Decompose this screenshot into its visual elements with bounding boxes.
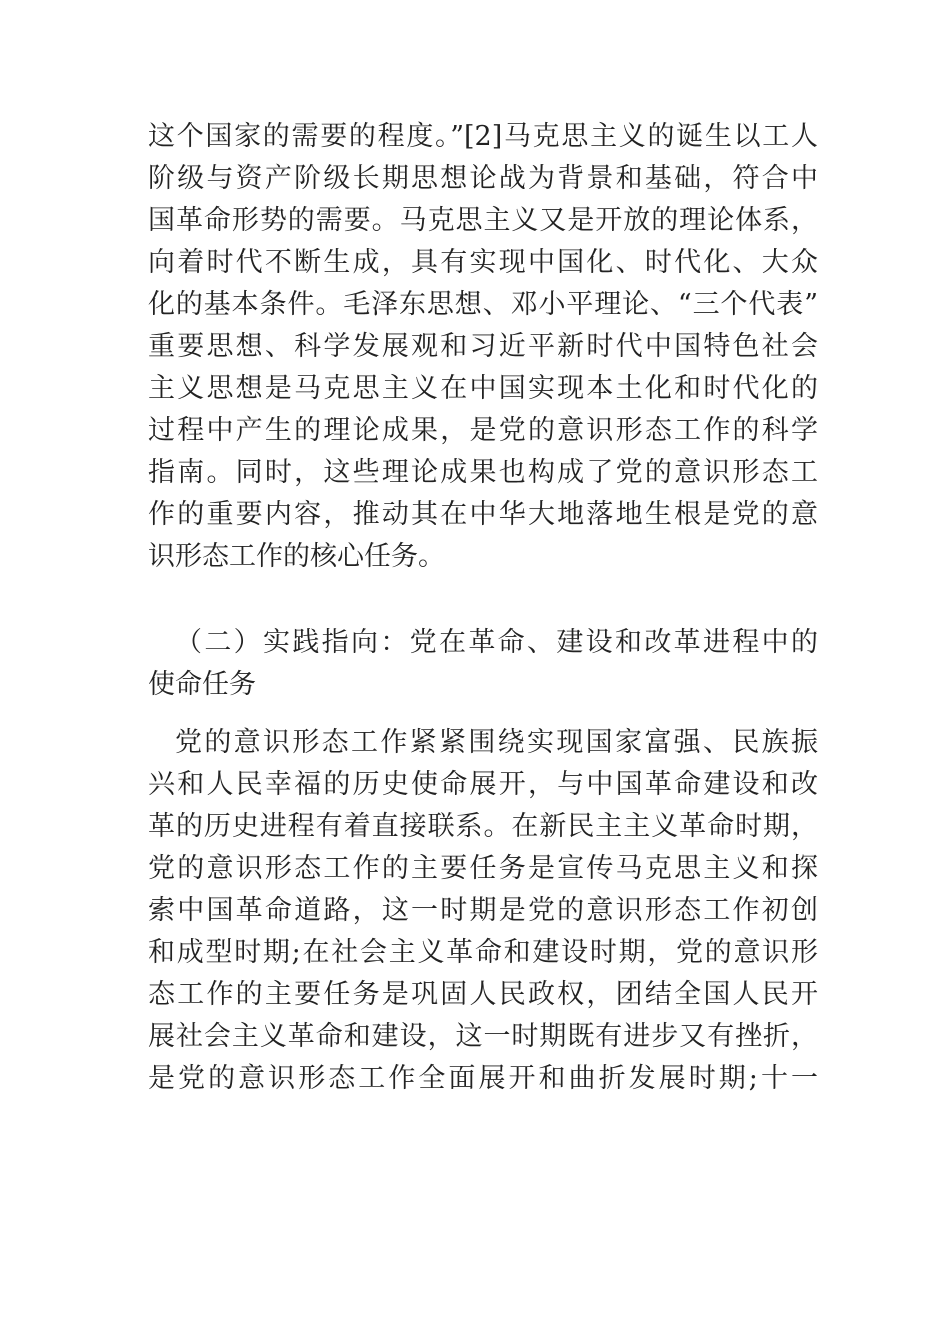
text-line: 党的意识形态工作紧紧围绕实现国家富强、民族振 — [175, 727, 818, 758]
text-line: 指南。同时，这些理论成果也构成了党的意识形态工 — [148, 457, 818, 488]
text-line: 和成型时期;在社会主义革命和建设时期，党的意识形 — [148, 937, 818, 968]
text-line: 索中国革命道路，这一时期是党的意识形态工作初创 — [148, 895, 818, 926]
text-line: 重要思想、科学发展观和习近平新时代中国特色社会 — [148, 331, 818, 362]
text-line: 党的意识形态工作的主要任务是宣传马克思主义和探 — [148, 853, 818, 884]
paragraph-marxism-theory — [148, 116, 818, 578]
section-heading-practice — [148, 622, 818, 706]
text-line: 阶级与资产阶级长期思想论战为背景和基础，符合中 — [148, 163, 818, 194]
text-line: 展社会主义革命和建设，这一时期既有进步又有挫折， — [148, 1021, 818, 1052]
text-line: 化的基本条件。毛泽东思想、邓小平理论、“三个代表” — [148, 289, 818, 320]
text-line: 国革命形势的需要。马克思主义又是开放的理论体系， — [148, 205, 818, 236]
heading-line: 使命任务 — [148, 669, 256, 700]
text-line: 主义思想是马克思主义在中国实现本土化和时代化的 — [148, 373, 818, 404]
paragraph-mission-tasks — [148, 722, 818, 1100]
text-line: 态工作的主要任务是巩固人民政权，团结全国人民开 — [148, 979, 818, 1010]
text-line: 这个国家的需要的程度。”[2]马克思主义的诞生以工人 — [148, 121, 818, 152]
text-line: 革的历史进程有着直接联系。在新民主主义革命时期， — [148, 811, 818, 842]
text-line: 兴和人民幸福的历史使命展开，与中国革命建设和改 — [148, 769, 818, 800]
text-line: 是党的意识形态工作全面展开和曲折发展时期;十一 — [148, 1063, 818, 1094]
text-line: 向着时代不断生成，具有实现中国化、时代化、大众 — [148, 247, 818, 278]
heading-line: （二）实践指向：党在革命、建设和改革进程中的 — [175, 627, 818, 658]
text-line: 识形态工作的核心任务。 — [148, 541, 445, 572]
text-line: 作的重要内容，推动其在中华大地落地生根是党的意 — [148, 499, 818, 530]
text-line: 过程中产生的理论成果，是党的意识形态工作的科学 — [148, 415, 818, 446]
